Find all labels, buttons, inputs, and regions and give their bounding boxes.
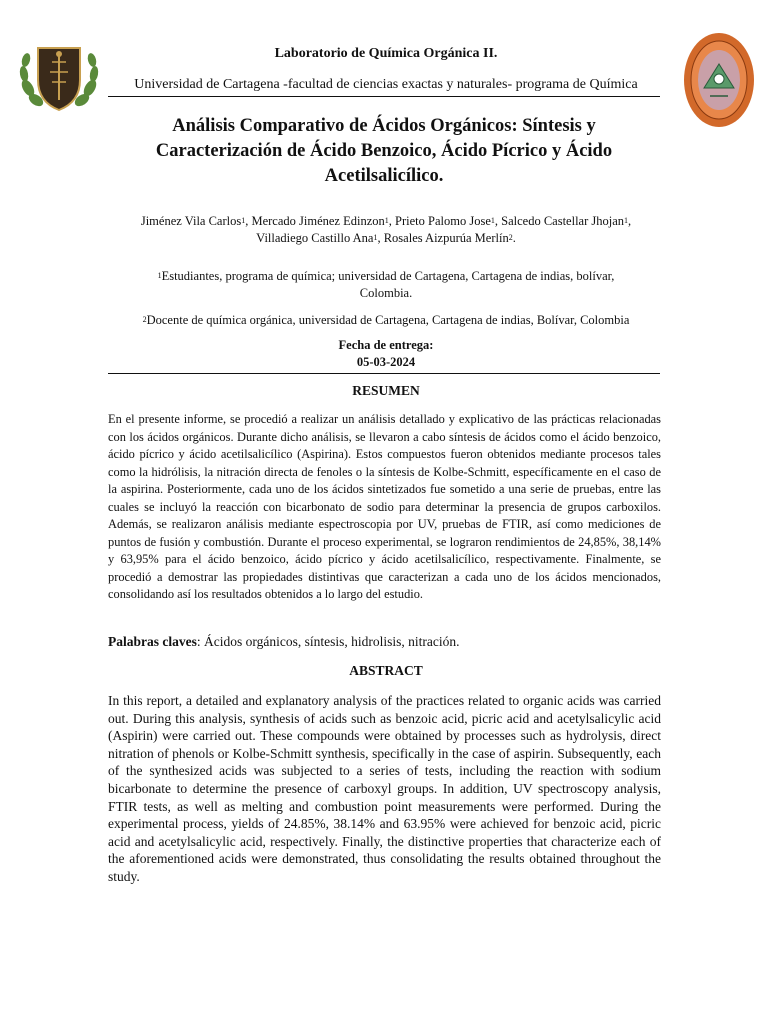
author-name: Salcedo Castellar Jhojan [501,214,625,228]
author-line [108,213,664,230]
author-affiliation-mark: 1 [373,233,378,242]
author-separator: , [388,214,396,228]
university-line: Universidad de Cartagena -facultad de ciencias exactas y naturales- programa de Química [134,77,638,92]
resumen-heading: RESUMEN [352,383,420,398]
affiliation-1 [108,268,664,302]
author-separator: , [494,214,502,228]
author-affiliation-mark: 1 [624,216,629,225]
author-line [108,230,664,247]
section-divider [108,373,660,374]
author-affiliation-mark: 1 [241,216,246,225]
resumen-text: En el presente informe, se procedió a realizar un análisis detallado y explicativo de las prácticas relacionadas con los ácidos orgánicos. Durante dicho análisis, se llevaron a cabo síntesis de ácidos como el ácido benzoico, ácido pícrico y ácido acetilsalicílico (Aspirina). Estos compuestos fueron obtenidos mediante procesos tales como la hidrólisis, la nitración directa de fenoles o la síntesis de Kolbe-Schmitt, específicamente en el caso de la aspirina. Posteriormente, cada uno de los ácidos sintetizados fue sometido a una serie de pruebas, entre las cuales se incluyó la reacción con bicarbonato de sodio para determinar la presencia de grupos carboxilos. Además, se realizaron análisis mediante espectroscopia por UV, pruebas de FTIR, así como mediciones de puntos de fusión y combustión. Durante el proceso experimental, se lograron rendimientos de 24,85%, 38,14% y 63,95% para el ácido benzoico, ácido pícrico y ácido acetilsalicílico, respectivamente. Finalmente, se procedió a demostrar las propiedades distintivas que caracterizan a cada uno de los ácidos mencionados, consolidando así los resultados obtenidos a lo largo del estudio. [108,412,661,601]
author-affiliation-mark: 2 [508,233,513,242]
author-name: Villadiego Castillo Ana [256,231,374,245]
paper-title-line: Caracterización de Ácido Benzoico, Ácido Pícrico y Ácido [155,141,613,161]
lab-title: Laboratorio de Química Orgánica II. [274,46,498,61]
affiliation-2 [108,312,664,329]
keywords-text: : Ácidos orgánicos, síntesis, hidrolisis, nitración. [196,634,460,649]
delivery-date: 05-03-2024 [356,355,416,369]
affiliation-text: Docente de química orgánica, universidad de Cartagena, Cartagena de indias, Bolívar, Colombia [146,313,630,327]
university-crest-logo [14,40,104,116]
abstract-heading: ABSTRACT [349,663,423,678]
author-affiliation-mark: 1 [384,216,389,225]
author-separator: . [512,231,516,245]
university-crest-icon [14,40,104,116]
author-name: Prieto Palomo Jose [395,214,491,228]
affiliation-mark: 1 [157,271,162,280]
header-divider [108,96,660,97]
chemistry-program-seal-icon [682,30,756,130]
paper-title [118,114,650,189]
author-name: Rosales Aizpurúa Merlín [383,231,509,245]
author-name: Jiménez Vila Carlos [140,214,242,228]
author-name: Mercado Jiménez Edinzon [251,214,385,228]
affiliation-line: Colombia. [359,286,413,300]
author-separator: , [377,231,384,245]
delivery-date-label: Fecha de entrega: [338,338,434,352]
author-separator: , [245,214,252,228]
abstract-text: In this report, a detailed and explanatory analysis of the practices related to organic acids was carried out. During this analysis, synthesis of acids such as benzoic acid, picric acid and acetylsalicylic acid (Aspirin) were carried out. These compounds were obtained by processes such as hydrolysis, direct nitration of phenols or Kolbe-Schmitt synthesis, specifically in the case of aspirin. Subsequently, each of the synthesized acids was subjected to a series of tests, including the reaction with sodium bicarbonate to determine the presence of carboxyl groups. In addition, UV spectroscopy analysis, FTIR tests, as well as melting and combustion point measurements were performed. During the experimental process, yields of 24.85%, 38.14% and 63.95% were achieved for benzoic acid, picric acid and acetylsalicylic acid, respectively. Finally, the distinctive properties that characterize each of the aforementioned acids were demonstrated, thus consolidating the results obtained throughout the study. [108,693,661,884]
affiliation-mark: 2 [142,315,147,324]
keywords [108,634,661,650]
paper-title-line: Análisis Comparativo de Ácidos Orgánicos: Síntesis y [172,116,596,136]
affiliation-text: Estudiantes, programa de química; universidad de Cartagena, Cartagena de indias, bolívar, [161,269,615,283]
author-separator: , [628,214,632,228]
author-affiliation-mark: 1 [490,216,495,225]
paper-title-line: Acetilsalicílico. [324,166,444,186]
affiliation-line [108,268,664,285]
chemistry-program-seal-logo [682,30,756,130]
keywords-label: Palabras claves [108,634,197,649]
author-list [108,213,664,247]
